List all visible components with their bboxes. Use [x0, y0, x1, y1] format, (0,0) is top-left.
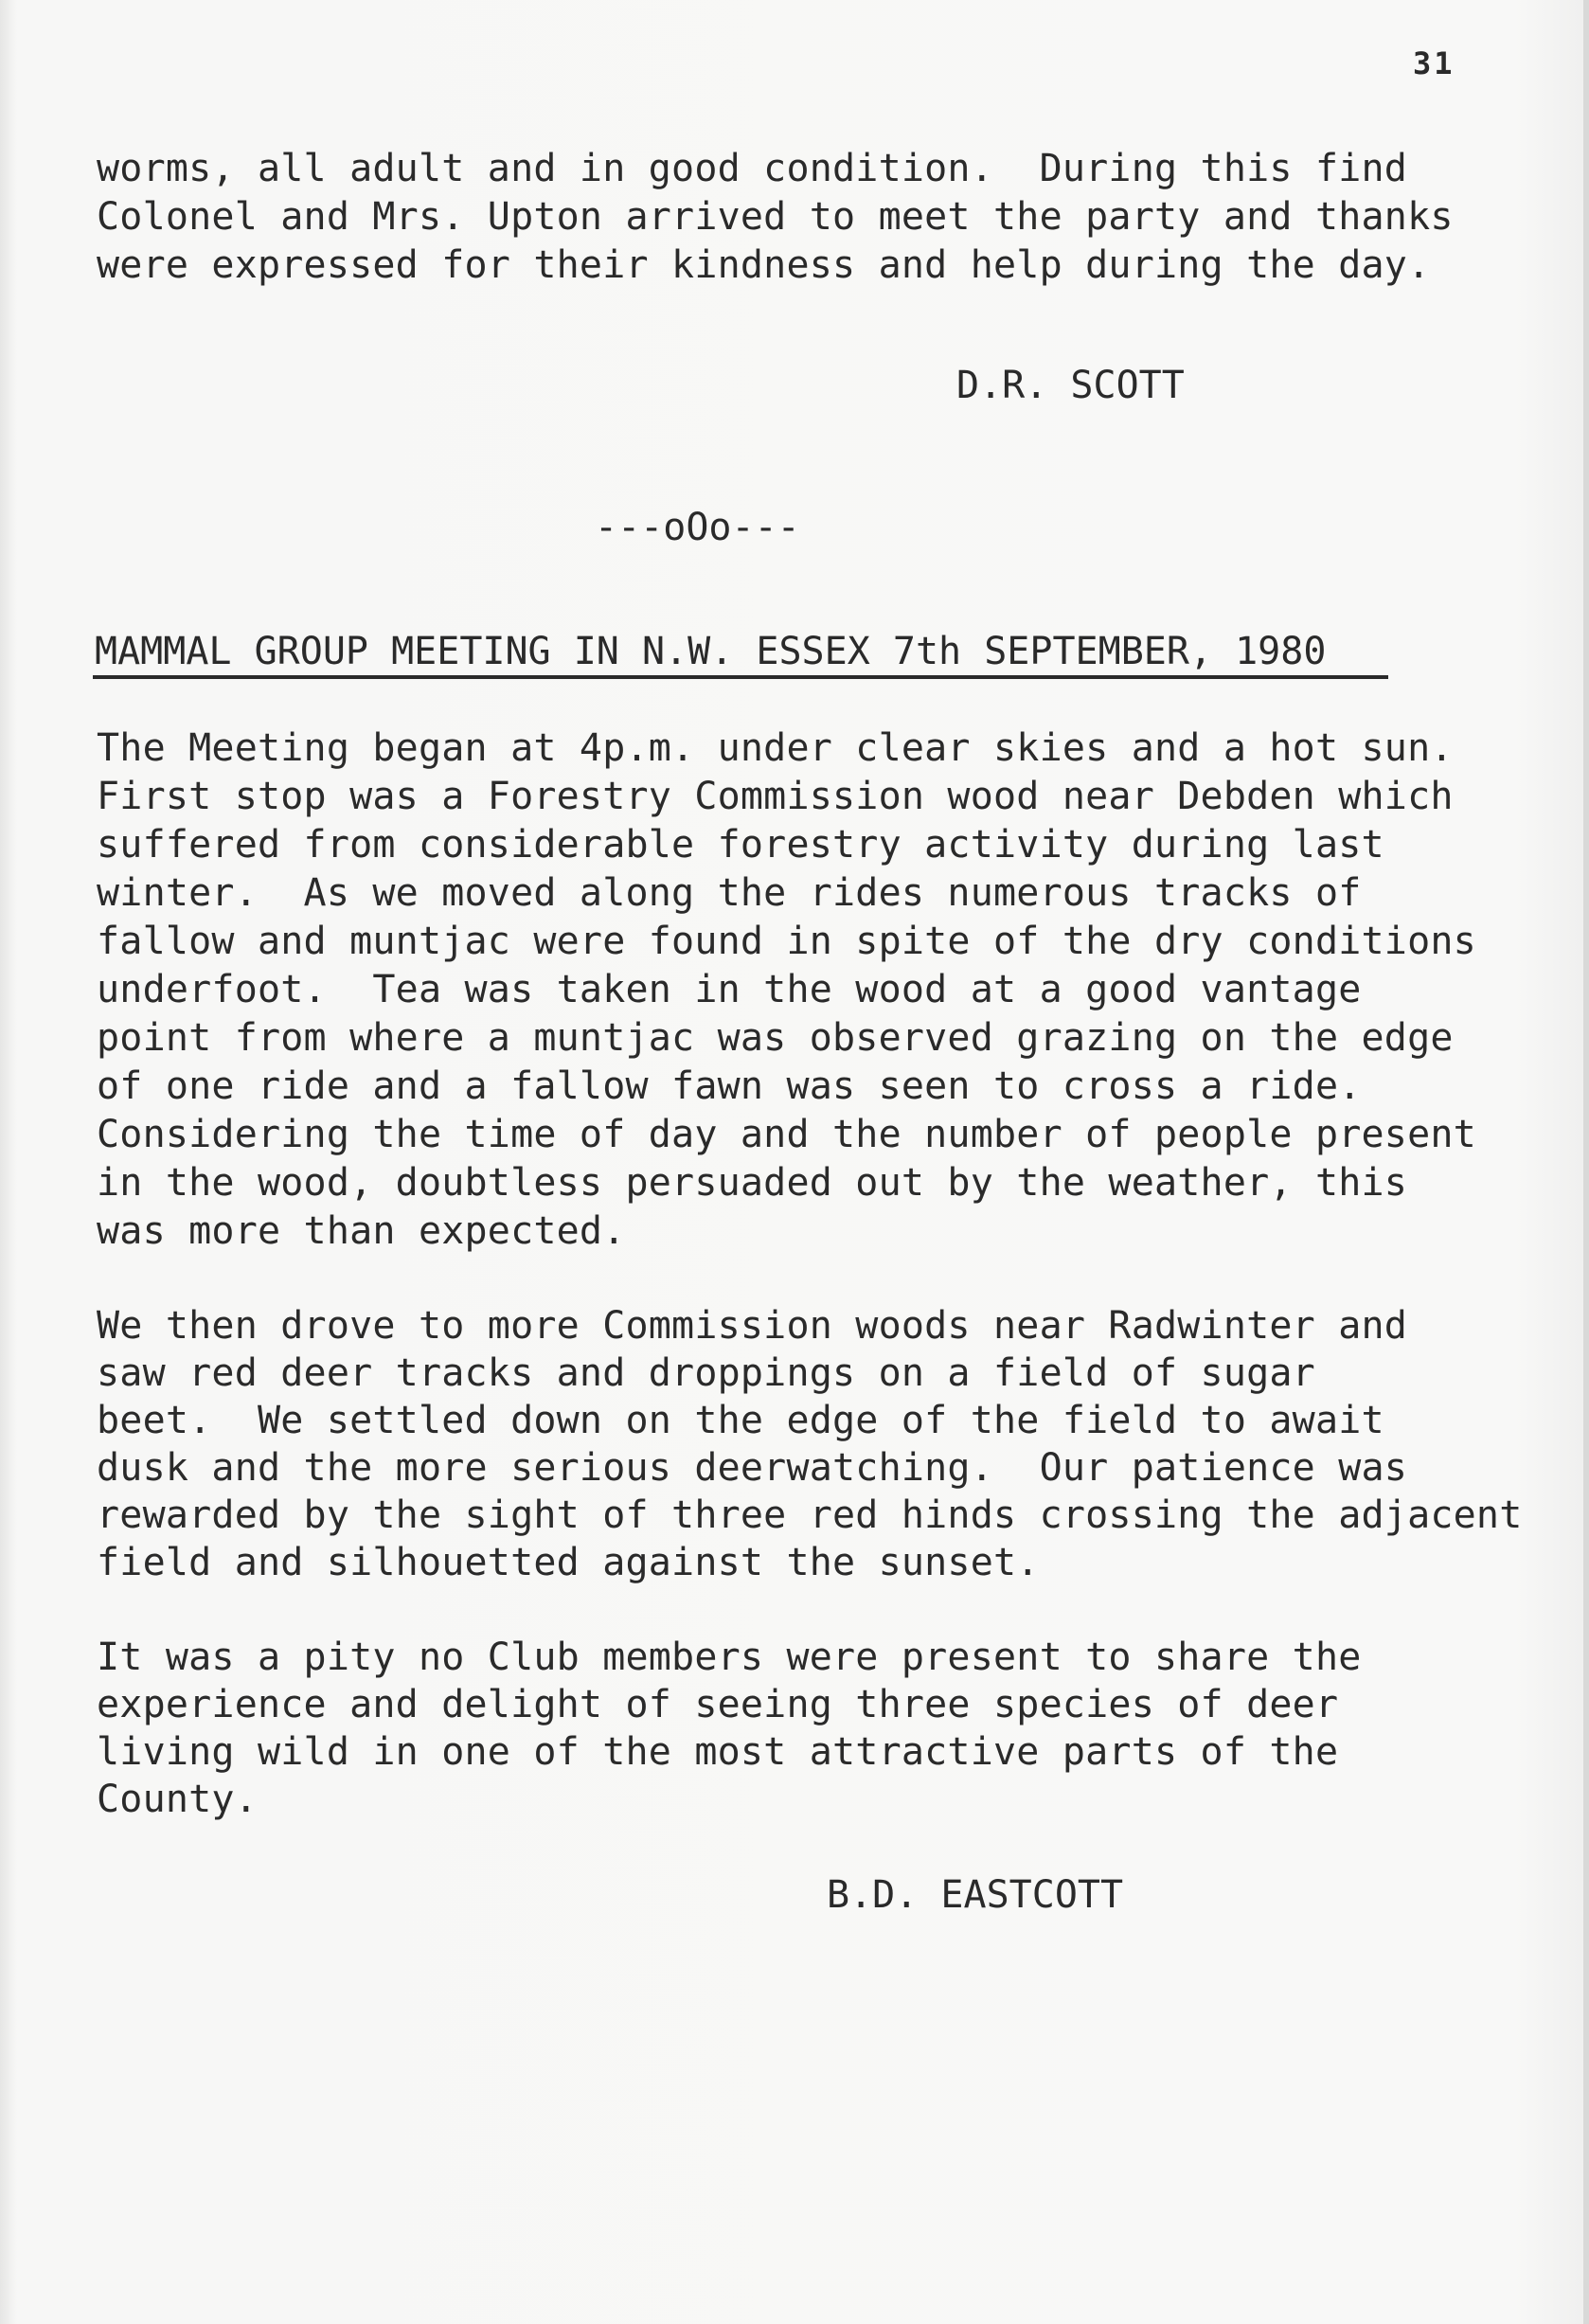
paragraph-2-line: rewarded by the sight of three red hinds crossing the adjacent	[97, 1493, 1523, 1537]
paragraph-1-line: suffered from considerable forestry activity during last	[97, 823, 1384, 867]
paragraph-1-line: point from where a muntjac was observed grazing on the edge	[97, 1016, 1454, 1060]
section-heading: MAMMAL GROUP MEETING IN N.W. ESSEX 7th SEPTEMBER, 1980	[95, 630, 1327, 673]
paragraph-1-line: The Meeting began at 4p.m. under clear skies and a hot sun.	[97, 726, 1454, 770]
paragraph-3-line: It was a pity no Club members were present to share the	[97, 1636, 1362, 1679]
paragraph-2-line: dusk and the more serious deerwatching. Our patience was	[97, 1446, 1408, 1490]
paragraph-3-line: County.	[97, 1778, 258, 1821]
page-number: 31	[1413, 45, 1455, 81]
paragraph-1-line: winter. As we moved along the rides numerous tracks of	[97, 871, 1362, 915]
paragraph-2-line: We then drove to more Commission woods near Radwinter and	[97, 1304, 1408, 1348]
paragraph-2-line: field and silhouetted against the sunset.	[97, 1541, 1040, 1584]
signature-eastcott: B.D. EASTCOTT	[827, 1873, 1124, 1917]
paragraph-1-line: in the wood, doubtless persuaded out by the weather, this	[97, 1161, 1408, 1205]
intro-line: worms, all adult and in good condition. During this find	[97, 147, 1408, 190]
paragraph-3-line: living wild in one of the most attractive parts of the	[97, 1730, 1339, 1774]
paragraph-1-line: of one ride and a fallow fawn was seen to cross a ride.	[97, 1064, 1362, 1108]
intro-line: were expressed for their kindness and help during the day.	[97, 243, 1431, 287]
paragraph-2-line: beet. We settled down on the edge of the field to await	[97, 1399, 1384, 1442]
paragraph-1-line: was more than expected.	[97, 1209, 626, 1253]
paragraph-1-line: Considering the time of day and the number of people present	[97, 1113, 1476, 1156]
signature-scott: D.R. SCOTT	[956, 364, 1185, 407]
heading-underline	[93, 675, 1388, 679]
paragraph-1-line: fallow and muntjac were found in spite of the dry conditions	[97, 920, 1476, 963]
paragraph-2-line: saw red deer tracks and droppings on a field of sugar	[97, 1351, 1315, 1395]
paragraph-1-line: First stop was a Forestry Commission wood near Debden which	[97, 775, 1454, 818]
page-edge-shadow	[1583, 0, 1589, 2324]
paragraph-1-line: underfoot. Tea was taken in the wood at a good vantage	[97, 968, 1362, 1011]
intro-line: Colonel and Mrs. Upton arrived to meet the party and thanks	[97, 195, 1454, 239]
paragraph-3-line: experience and delight of seeing three species of deer	[97, 1683, 1339, 1726]
section-separator: ---oOo---	[595, 506, 800, 549]
